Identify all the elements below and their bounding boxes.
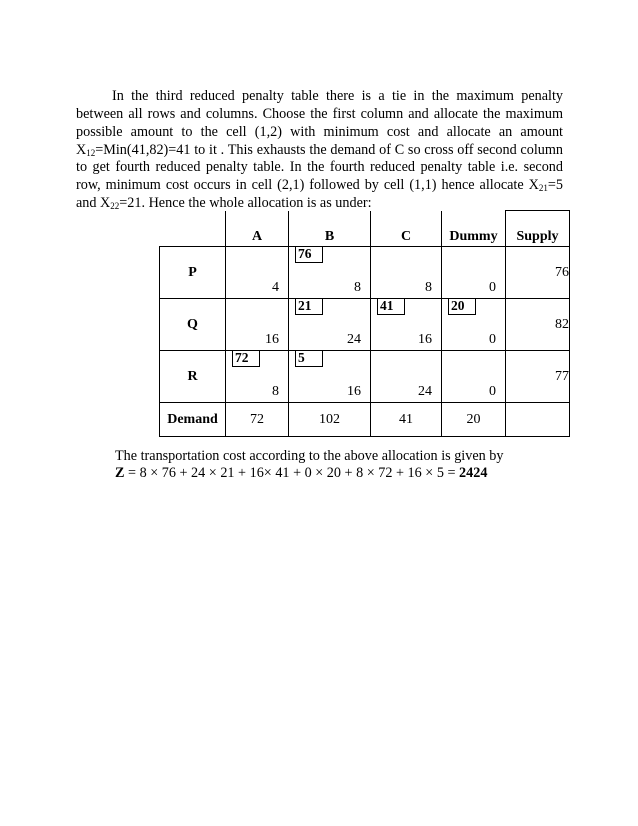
paragraph-text-4: =21. Hence the whole allocation is as under: [119,194,372,211]
cell-q-dummy [442,299,506,351]
row-label: R [160,351,226,403]
header-c: C [371,211,442,247]
explanation-paragraph [76,88,563,213]
paragraph-text-3: =5 and X [76,177,563,211]
paragraph-text-1: In the third reduced penalty table there is a tie in the maximum penalty between all rows and columns. Choose the first column and allocate the maximum possible amount to the cell (1,2) with minimum cost and allocate an amount X [76,88,563,158]
supply-p: 76 [506,247,570,299]
header-row [160,211,570,247]
header-b: B [289,211,371,247]
cost-intro: The transportation cost according to the above allocation is given by [115,448,504,464]
total-cost: 2424 [459,465,488,481]
table-row-q [160,299,570,351]
cell-p-dummy [442,247,506,299]
cost-value: 4 [272,280,279,295]
cell-q-c [371,299,442,351]
allocation-table [159,210,570,437]
demand-row [160,403,570,437]
corner-cell [160,211,226,247]
supply-q: 82 [506,299,570,351]
cost-summary [115,448,575,482]
cost-value: 16 [265,332,279,347]
subscript-12: 12 [86,147,96,158]
subscript-22: 22 [110,200,120,211]
allocation-box: 72 [232,350,260,367]
paragraph-text-2: =Min(41,82)=41 to it . This exhausts the demand of C so cross off second column to get fourth reduced penalty table. In the fourth reduced penalty table i.e. second row, minimum cost occurs in cell (2,1) followed by cell (1,1) hence allocate X [76,141,563,194]
cell-p-c [371,247,442,299]
table-row-p [160,247,570,299]
demand-supply-empty [506,403,570,437]
cell-r-dummy [442,351,506,403]
cost-value: 0 [489,280,496,295]
cost-value: 16 [418,332,432,347]
demand-b: 102 [289,403,371,437]
row-label: Q [160,299,226,351]
header-dummy: Dummy [442,211,506,247]
cost-value: 8 [425,280,432,295]
allocation-box: 20 [448,298,476,315]
cost-value: 24 [347,332,361,347]
cell-r-b [289,351,371,403]
demand-dummy: 20 [442,403,506,437]
formula-text: = 8 × 76 + 24 × 21 + 16× 41 + 0 × 20 + 8 × 72 + 16 × 5 = [124,465,460,481]
demand-label: Demand [160,403,226,437]
subscript-21: 21 [538,183,548,194]
demand-c: 41 [371,403,442,437]
allocation-box: 41 [377,298,405,315]
cost-value: 16 [347,384,361,399]
cost-value: 0 [489,384,496,399]
cost-value: 8 [354,280,361,295]
table-row-r [160,351,570,403]
row-label: P [160,247,226,299]
cell-q-a [226,299,289,351]
z-label: Z [115,465,125,481]
header-a: A [226,211,289,247]
allocation-box: 21 [295,298,323,315]
cost-formula [115,465,575,482]
cell-r-c [371,351,442,403]
allocation-box: 76 [295,246,323,263]
cell-r-a [226,351,289,403]
supply-r: 77 [506,351,570,403]
allocation-box: 5 [295,350,323,367]
cell-p-b [289,247,371,299]
demand-a: 72 [226,403,289,437]
header-supply: Supply [506,211,570,247]
cost-value: 0 [489,332,496,347]
cell-p-a [226,247,289,299]
cost-value: 24 [418,384,432,399]
cell-q-b [289,299,371,351]
cost-value: 8 [272,384,279,399]
